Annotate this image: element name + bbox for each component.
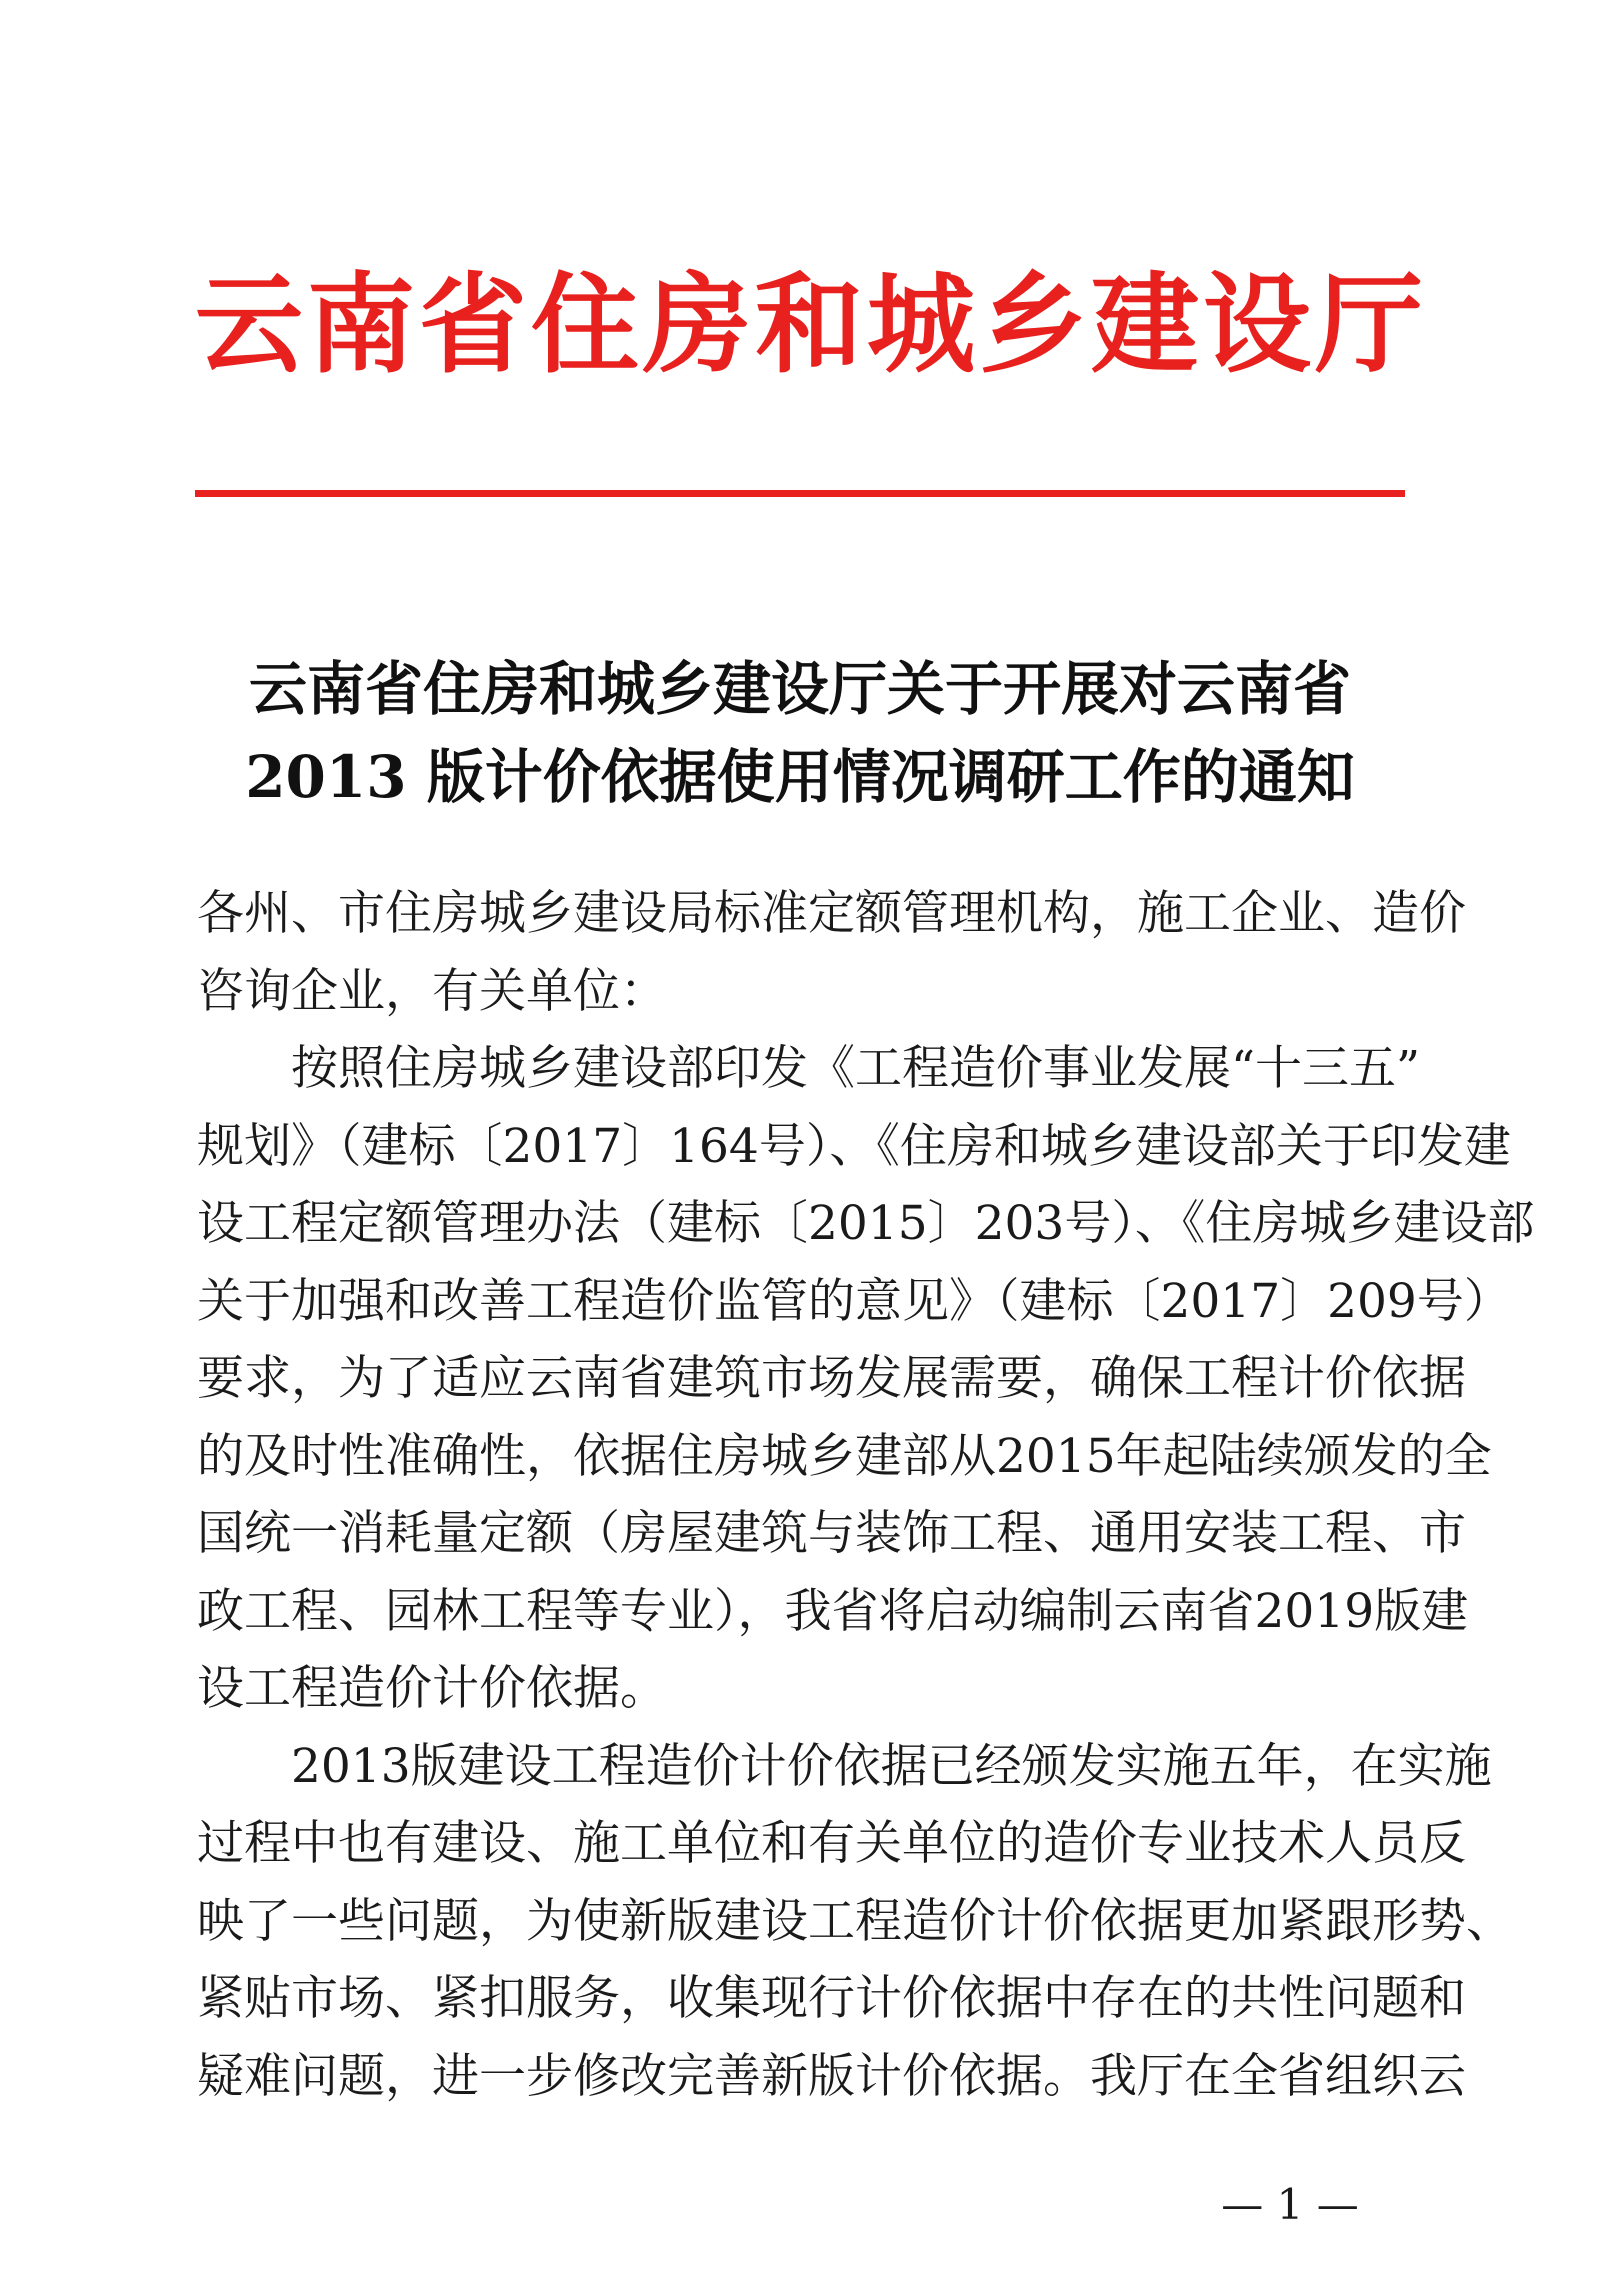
body-line: 2013版建设工程造价计价依据已经颁发实施五年，在实施	[291, 1738, 1492, 1794]
red-divider-line	[195, 490, 1405, 497]
document-title-line-2: 2013 版计价依据使用情况调研工作的通知	[245, 743, 1355, 811]
document-body	[197, 875, 1535, 2115]
body-line: 过程中也有建设、施工单位和有关单位的造价专业技术人员反	[197, 1816, 1466, 1871]
page-number: — 1 —	[1221, 2180, 1359, 2229]
body-line: 疑难问题，进一步修改完善新版计价依据。我厅在全省组织云	[197, 2048, 1466, 2104]
body-line: 政工程、园林工程等专业），我省将启动编制云南省2019版建	[197, 1583, 1469, 1639]
body-line: 紧贴市场、紧扣服务，收集现行计价依据中存在的共性问题和	[197, 1971, 1466, 2026]
document-title	[195, 645, 1405, 821]
body-line: 按照住房城乡建设部印发《工程造价事业发展“十三五”	[291, 1041, 1421, 1096]
body-line: 规划》（建标〔2017〕164号）、《住房和城乡建设部关于印发建	[197, 1118, 1511, 1174]
body-line: 咨询企业，有关单位：	[197, 963, 667, 1019]
body-line: 要求，为了适应云南省建筑市场发展需要，确保工程计价依据	[197, 1351, 1466, 1406]
body-line: 映了一些问题，为使新版建设工程造价计价依据更加紧跟形势、	[197, 1893, 1513, 1949]
document-title-line-1: 云南省住房和城乡建设厅关于开展对云南省	[248, 655, 1351, 723]
body-line: 国统一消耗量定额（房屋建筑与装饰工程、通用安装工程、市	[197, 1506, 1466, 1561]
body-line: 的及时性准确性，依据住房城乡建部从2015年起陆续颁发的全	[197, 1428, 1492, 1484]
body-line: 关于加强和改善工程造价监管的意见》（建标〔2017〕209号）	[197, 1273, 1511, 1329]
issuer-header: 云南省住房和城乡建设厅	[195, 262, 1428, 388]
body-line: 设工程造价计价依据。	[197, 1661, 667, 1716]
body-line: 各州、市住房城乡建设局标准定额管理机构，施工企业、造价	[197, 886, 1466, 941]
body-line: 设工程定额管理办法（建标〔2015〕203号）、《住房城乡建设部	[197, 1196, 1535, 1251]
